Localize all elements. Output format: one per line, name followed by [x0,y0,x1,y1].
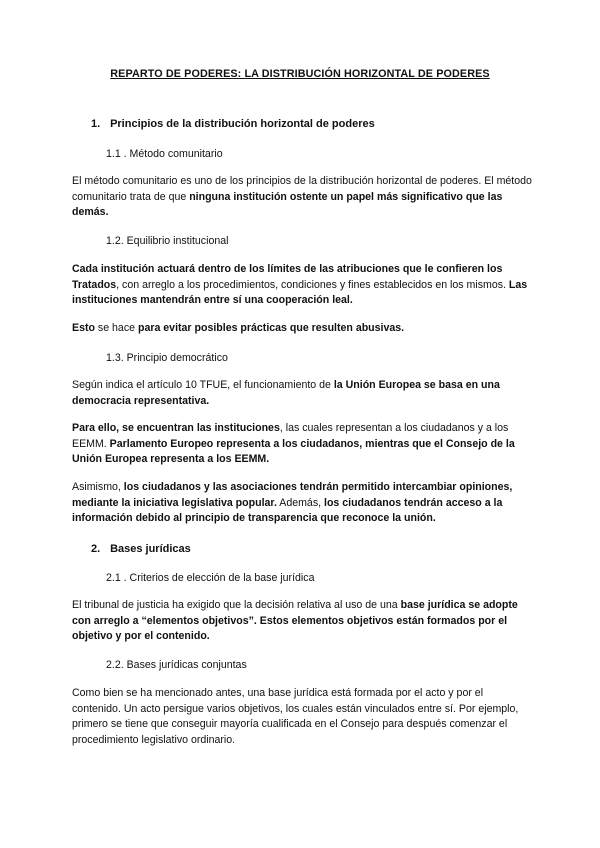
paragraph-text: Asimismo, [72,481,124,493]
paragraph-bold-text: para evitar posibles prácticas que resulten abusivas. [137,322,405,334]
paragraph-criterios [72,598,534,645]
paragraph-text: , con arreglo a los procedimientos, condiciones y fines establecidos en los mismos. [116,278,509,291]
document-title: REPARTO DE PODERES: LA DISTRIBUCIÓN HORIZONTAL DE PODERES [110,68,490,80]
paragraph-bold-text: Cada institución actuará dentro de los límites de las atribuciones que le confieren los Tratados [72,263,503,291]
paragraph-bold-text: base jurídica se adopte con arreglo a “elementos objetivos”. Estos elementos objetivos están formados por el objetivo y por el contenido. [72,599,518,642]
paragraph-bold-text: Las instituciones mantendrán entre sí una cooperación leal. [72,278,528,306]
section-title: Principios de la distribución horizontal de poderes [110,118,375,130]
paragraph-text: Según indica el artículo 10 TFUE, el funcionamiento de [72,379,334,391]
paragraph-text: El método comunitario es uno de los principios de la distribución horizontal de poderes. El método comunitario trata de que [72,175,532,203]
paragraph-bases-conjuntas [72,686,534,748]
subsection-heading-1-3: 1.3. Principio democrático [106,352,228,364]
paragraph-equilibrio [72,262,534,309]
paragraph-bold-text: ninguna institución ostente un papel más significativo que las demás. [72,190,503,218]
paragraph-text: se hace [94,322,138,334]
paragraph-ciudadanos [72,480,534,527]
paragraph-bold-text: Esto [72,322,95,334]
paragraph-metodo-comunitario [72,174,534,221]
paragraph-bold-text: la Unión Europea se basa en una democracia representativa. [72,379,500,407]
paragraph-bold-text: Parlamento Europeo representa a los ciudadanos, mientras que el Consejo de la Unión Europea representa a los EEMM. [72,437,515,465]
paragraph-bold-text: Para ello, se encuentran las instituciones [72,422,280,434]
section-heading-2 [91,543,191,555]
subsection-heading-2-2: 2.2. Bases jurídicas conjuntas [106,659,247,671]
section-title: Bases jurídicas [110,543,191,555]
section-number: 1. [91,118,101,130]
paragraph-text: , las cuales representan a los ciudadanos y a los EEMM. [72,422,509,450]
paragraph-bold-text: los ciudadanos tendrán acceso a la información debido al principio de transparencia que reconoce la unión. [72,496,503,524]
subsection-heading-2-1: 2.1 . Criterios de elección de la base jurídica [106,572,315,584]
subsection-heading-1-2: 1.2. Equilibrio institucional [106,235,229,247]
paragraph-text: Además, [276,496,324,509]
section-number: 2. [91,543,101,555]
section-heading-1 [91,118,375,130]
paragraph-bold-text: los ciudadanos y las asociaciones tendrán permitido intercambiar opiniones, mediante la iniciativa legislativa popular. [72,481,513,509]
paragraph-practicas-abusivas [72,321,534,337]
paragraph-democracia [72,378,534,409]
paragraph-instituciones [72,421,534,468]
paragraph-text: Como bien se ha mencionado antes, una base jurídica está formada por el acto y por el contenido. Un acto persigue varios objetivos, los cuales están vinculados entre sí. Por ejemplo, primero se tiene que conseguir mayoría cualificada en el Consejo para después comenzar el procedimiento legislativo ordinario. [72,687,519,746]
paragraph-text: El tribunal de justicia ha exigido que la decisión relativa al uso de una [72,599,401,611]
subsection-heading-1-1: 1.1 . Método comunitario [106,148,223,160]
